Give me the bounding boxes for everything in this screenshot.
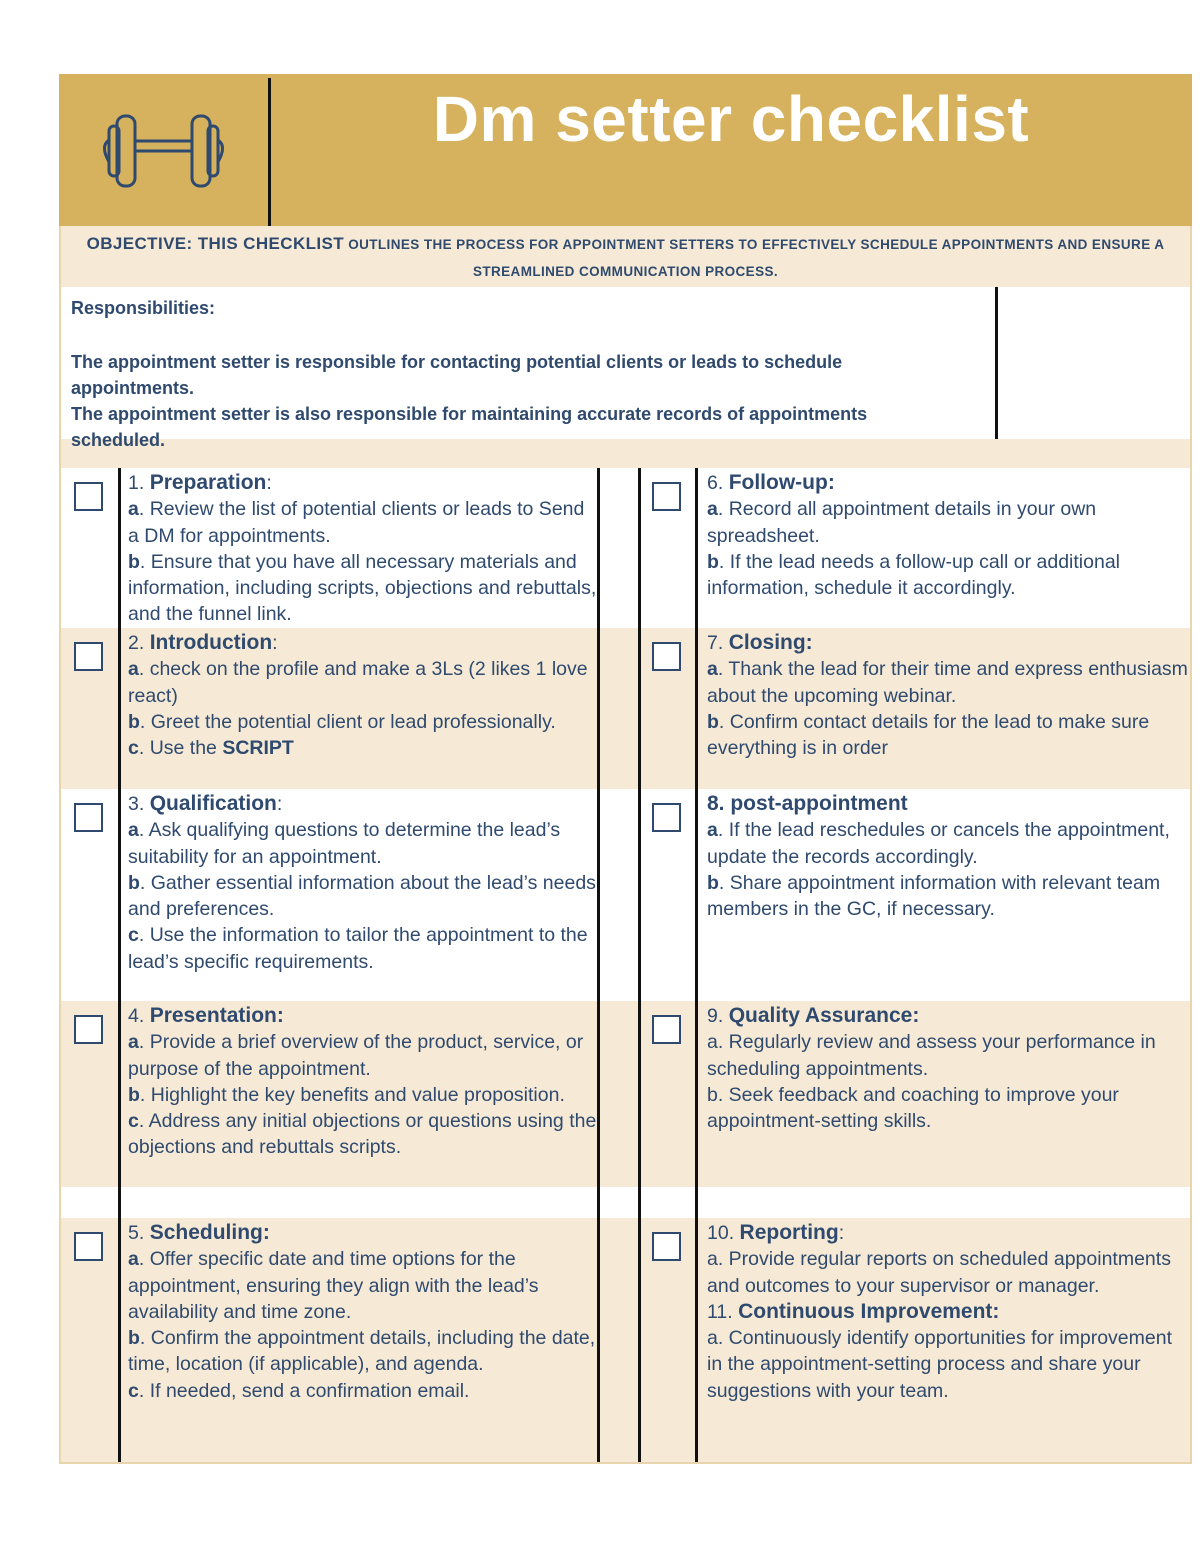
step-title: Scheduling:	[149, 1221, 270, 1244]
responsibilities-section	[59, 287, 1192, 450]
step-subitem: a. Regularly review and assess your performance in scheduling appointments.	[707, 1031, 1156, 1080]
step-subitem: c. Use the SCRIPT	[128, 737, 294, 760]
checklist-item-text	[128, 1003, 598, 1161]
step-heading: 11. Continuous Improvement:	[707, 1299, 1000, 1323]
header-banner	[59, 74, 1192, 226]
step-number: 7.	[707, 632, 729, 654]
step-subitem: a. If the lead reschedules or cancels the appointment, update the records accordingly.	[707, 819, 1170, 868]
step-heading	[707, 791, 1192, 817]
checklist-row	[59, 1001, 1192, 1187]
grid-line	[638, 1218, 641, 1462]
step-title: Qualification	[149, 792, 277, 815]
checkbox[interactable]	[74, 642, 103, 671]
page-title: Dm setter checklist	[432, 83, 1030, 155]
checklist-item-text	[128, 791, 598, 975]
step-subitem: a. Record all appointment details in your own spreadsheet.	[707, 498, 1097, 547]
step-number: 4.	[128, 1005, 150, 1027]
checklist-row	[59, 1218, 1192, 1462]
step-subitem: b. Seek feedback and coaching to improve your appointment-setting skills.	[707, 1083, 1119, 1133]
step-subitem: b. Share appointment information with relevant team members in the GC, if necessary.	[707, 871, 1161, 921]
step-heading	[128, 1220, 598, 1246]
step-number: 5.	[128, 1222, 150, 1244]
grid-line	[118, 468, 121, 628]
grid-line	[118, 628, 121, 789]
checkbox[interactable]	[652, 1232, 681, 1261]
logo-cell	[59, 74, 270, 226]
checklist-item-text	[707, 630, 1192, 761]
step-title: Quality Assurance:	[728, 1004, 920, 1027]
checkbox[interactable]	[74, 803, 103, 832]
grid-line	[695, 1187, 698, 1218]
step-subitem: a. Review the list of potential clients or leads to Send a DM for appointments.	[128, 498, 585, 547]
step-subitem: a. check on the profile and make a 3Ls (2 likes 1 love react)	[128, 658, 588, 707]
step-subitem: a. Thank the lead for their time and express enthusiasm about the upcoming webinar.	[707, 658, 1188, 707]
grid-line	[118, 1218, 121, 1462]
grid-line	[695, 789, 698, 1001]
step-subitem: b. Greet the potential client or lead professionally.	[128, 710, 556, 733]
objective-banner	[59, 226, 1192, 287]
grid-line	[638, 1187, 641, 1218]
step-title: Introduction	[149, 631, 273, 654]
grid-line	[695, 468, 698, 628]
grid-line	[118, 789, 121, 1001]
step-heading: 1. Preparation:	[128, 471, 272, 494]
step-subitem: a. Provide a brief overview of the product, service, or purpose of the appointment.	[128, 1031, 584, 1080]
step-number: 6.	[707, 472, 729, 494]
step-heading	[707, 470, 1192, 496]
grid-line	[695, 1001, 698, 1187]
step-subitem: c. Address any initial objections or questions using the objections and rebuttals scripts.	[128, 1110, 597, 1159]
checklist-grid	[59, 468, 1192, 1464]
checklist-item-text	[707, 791, 1192, 922]
responsibilities-title: Responsibilities:	[71, 298, 216, 318]
grid-line	[638, 468, 641, 628]
checklist-row	[59, 789, 1192, 1001]
grid-line	[638, 789, 641, 1001]
step-subitem: a. Ask qualifying questions to determine the lead’s suitability for an appointment.	[128, 819, 561, 868]
step-subitem: b. Ensure that you have all necessary materials and information, including scripts, objections and rebuttals, and the funnel link.	[128, 550, 597, 626]
checkbox[interactable]	[652, 803, 681, 832]
checklist-item-text	[128, 470, 598, 628]
grid-line	[695, 1218, 698, 1462]
step-heading: 3. Qualification:	[128, 792, 283, 815]
step-subitem: c. Use the information to tailor the appointment to the lead’s specific requirements.	[128, 924, 588, 973]
step-number: 1.	[128, 472, 150, 494]
checkbox[interactable]	[74, 1232, 103, 1261]
responsibilities-divider	[995, 287, 998, 439]
step-title: Closing:	[728, 631, 813, 654]
checklist-row	[59, 468, 1192, 628]
step-title: Preparation	[149, 471, 267, 494]
step-title: Follow-up:	[728, 471, 835, 494]
checkbox[interactable]	[652, 1015, 681, 1044]
step-number: 9.	[707, 1005, 729, 1027]
step-number: 2.	[128, 632, 150, 654]
checklist-sheet	[59, 74, 1192, 1464]
step-subitem: a. Offer specific date and time options for the appointment, ensuring they align with the lead’s availability and time zone.	[128, 1248, 539, 1323]
step-heading: 2. Introduction:	[128, 631, 278, 654]
step-title: post-appointment	[730, 792, 908, 815]
checklist-item-text	[707, 470, 1192, 601]
grid-spacer-row	[59, 1187, 1192, 1218]
grid-line	[638, 1001, 641, 1187]
step-title: Presentation:	[149, 1004, 284, 1027]
step-number: 3.	[128, 793, 150, 815]
step-heading: 10. Reporting:	[707, 1221, 845, 1244]
grid-bottom-border	[59, 1462, 1192, 1464]
step-heading	[707, 1003, 1192, 1029]
checklist-item-text	[128, 630, 598, 761]
checkbox[interactable]	[74, 482, 103, 511]
step-number: 8.	[707, 792, 731, 815]
dumbbell-icon	[59, 74, 270, 226]
step-subitem: b. Gather essential information about the lead’s needs and preferences.	[128, 871, 596, 921]
checklist-item-text	[707, 1003, 1192, 1134]
step-subitem: a. Provide regular reports on scheduled appointments and outcomes to your supervisor or manager.	[707, 1248, 1171, 1297]
responsibility-line: The appointment setter is responsible for contacting potential clients or leads to schedule appointments.	[71, 352, 843, 398]
checkbox[interactable]	[74, 1015, 103, 1044]
step-subitem: b. Highlight the key benefits and value proposition.	[128, 1083, 565, 1106]
step-subitem: b. Confirm contact details for the lead to make sure everything is in order	[707, 710, 1150, 760]
step-subitem: b. If the lead needs a follow-up call or additional information, schedule it accordingly.	[707, 550, 1121, 600]
step-subitem: a. Continuously identify opportunities for improvement in the appointment-setting process and share your suggestions with your team.	[707, 1327, 1172, 1402]
responsibility-line: The appointment setter is also responsible for maintaining accurate records of appointments scheduled.	[71, 404, 868, 450]
grid-line	[597, 1187, 600, 1218]
objective-lead: OBJECTIVE: THIS CHECKLIST	[86, 234, 345, 253]
grid-line	[118, 1187, 121, 1218]
grid-line	[638, 628, 641, 789]
checklist-row	[59, 628, 1192, 789]
checklist-item-text	[707, 1220, 1192, 1404]
objective-text: OUTLINES THE PROCESS FOR APPOINTMENT SETTERS TO EFFECTIVELY SCHEDULE APPOINTMENTS AND ENSURE A STREAMLINED COMMUNICATION PROCESS.	[348, 237, 1165, 279]
step-subitem: b. Confirm the appointment details, including the date, time, location (if applicable), and agenda.	[128, 1327, 596, 1376]
step-subitem: c. If needed, send a confirmation email.	[128, 1379, 470, 1402]
grid-line	[118, 1001, 121, 1187]
grid-line	[695, 628, 698, 789]
checkbox[interactable]	[652, 642, 681, 671]
step-heading	[707, 630, 1192, 656]
checklist-item-text	[128, 1220, 598, 1404]
step-title: Reporting	[739, 1221, 839, 1244]
checkbox[interactable]	[652, 482, 681, 511]
step-heading	[128, 1003, 598, 1029]
step-number: 10.	[707, 1222, 740, 1244]
responsibilities-body	[71, 349, 951, 453]
